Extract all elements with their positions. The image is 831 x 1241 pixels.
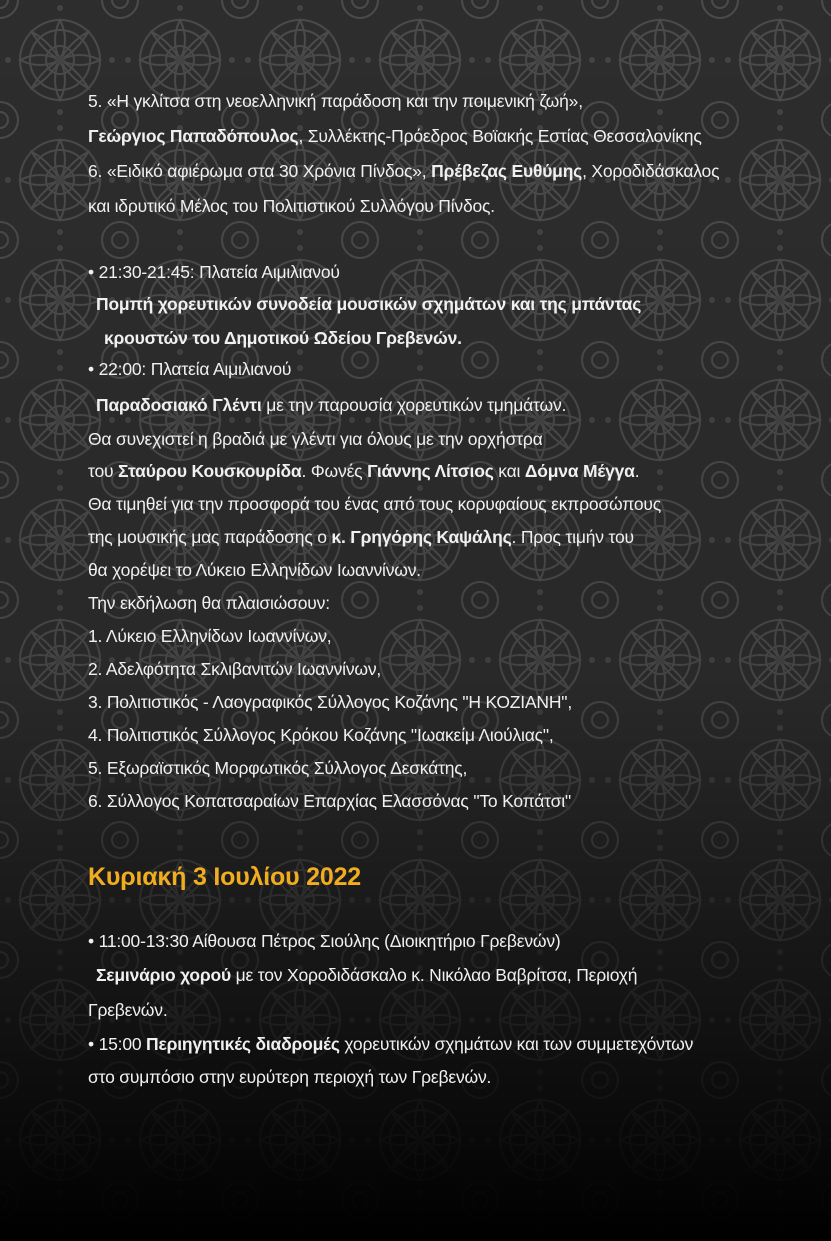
- speaker-role: , Συλλέκτης-Πρόεδρος Βοϊακής Εστίας Θεσσαλονίκης: [298, 126, 702, 146]
- event-1-title-line-2: [104, 327, 462, 349]
- tour-title: Περιηγητικές διαδρομές: [146, 1034, 340, 1054]
- event-2-title-bold: Παραδοσιακό Γλέντι: [96, 395, 262, 415]
- event-1-bold-1: Πομπή χορευτικών συνοδεία μουσικών σχημάτων και της μπάντας: [96, 294, 642, 314]
- list-item: 1. Λύκειο Ελληνίδων Ιωαννίνων,: [88, 626, 332, 646]
- event-2-title: [96, 394, 566, 416]
- sunday-2-title: [88, 1033, 693, 1055]
- list-item: 2. Αδελφότητα Σκλιβανιτών Ιωαννίνων,: [88, 659, 382, 679]
- item-5-speaker: [88, 125, 702, 147]
- text: του: [88, 461, 119, 481]
- speaker-role: , Χοροδιδάσκαλος: [582, 161, 720, 181]
- text: .: [634, 461, 640, 481]
- sunday-2-continuation: στο συμπόσιο στην ευρύτερη περιοχή των Γρεβενών.: [88, 1067, 492, 1087]
- item-6-title: [88, 160, 719, 182]
- seminar-title: Σεμινάριο χορού: [96, 965, 231, 985]
- event-2-line-3: Θα τιμηθεί για την προσφορά του ένας από τους κορυφαίους εκπροσώπους: [88, 494, 662, 514]
- sunday-1-continuation: Γρεβενών.: [88, 1000, 168, 1020]
- speaker-name: Γεώργιος Παπαδόπουλος: [88, 126, 299, 146]
- honoree-name: κ. Γρηγόρης Καψάλης: [331, 527, 512, 547]
- seminar-rest: με τον Χοροδιδάσκαλο κ. Νικόλαο Βαβρίτσα, Περιοχή: [230, 965, 638, 985]
- event-2-line-5: θα χορέψει το Λύκειο Ελληνίδων Ιωαννίνων.: [88, 560, 421, 580]
- event-1-bold-2: κρουστών του Δημοτικού Ωδείου Γρεβενών.: [104, 328, 462, 348]
- event-1-time-place: • 21:30-21:45: Πλατεία Αιμιλιανού: [88, 262, 340, 282]
- tour-rest: χορευτικών σχημάτων και των συμμετεχόντων: [339, 1034, 694, 1054]
- sunday-2-time: • 15:00: [88, 1034, 147, 1054]
- day-heading: Κυριακή 3 Ιουλίου 2022: [88, 863, 361, 891]
- list-item: 3. Πολιτιστικός - Λαογραφικός Σύλλογος Κοζάνης "Η ΚΟΖΙΑΝΗ",: [88, 692, 572, 712]
- list-item: 5. Εξωραϊστικός Μορφωτικός Σύλλογος Δεσκάτης,: [88, 758, 468, 778]
- event-2-line-2: [88, 460, 639, 482]
- sunday-1-title: [96, 964, 637, 986]
- text: . Φωνές: [301, 461, 368, 481]
- singer-name: Γιάννης Λίτσιος: [367, 461, 494, 481]
- list-item: 6. Σύλλογος Κοπατσαραίων Επαρχίας Ελασσόνας "Το Κοπάτσι": [88, 791, 571, 811]
- singer-name: Δόμνα Μέγγα: [524, 461, 635, 481]
- list-item: 4. Πολιτιστικός Σύλλογος Κρόκου Κοζάνης "Ιωακείμ Λιούλιας",: [88, 725, 554, 745]
- event-1-title-line-1: [96, 293, 641, 315]
- event-2-line-1: Θα συνεχιστεί η βραδιά με γλέντι για όλους με την ορχήστρα: [88, 429, 543, 449]
- text: της μουσικής μας παράδοσης ο: [88, 527, 332, 547]
- item-6-text: 6. «Ειδικό αφιέρωμα στα 30 Χρόνια Πίνδος»,: [88, 161, 432, 181]
- speaker-name: Πρέβεζας Ευθύμης: [431, 161, 583, 181]
- event-2-line-4: [88, 526, 634, 548]
- item-5-title: 5. «Η γκλίτσα στη νεοελληνική παράδοση και την ποιμενική ζωή»,: [88, 91, 583, 111]
- item-6-continuation: και ιδρυτικό Μέλος του Πολιτιστικού Συλλόγου Πίνδος.: [88, 196, 495, 216]
- event-2-time-place: • 22:00: Πλατεία Αιμιλιανού: [88, 359, 292, 379]
- event-2-title-rest: με την παρουσία χορευτικών τμημάτων.: [261, 395, 567, 415]
- text: . Προς τιμήν του: [511, 527, 634, 547]
- event-2-line-6: Την εκδήλωση θα πλαισιώσουν:: [88, 593, 330, 613]
- text: και: [493, 461, 525, 481]
- sunday-1-time-place: • 11:00-13:30 Αίθουσα Πέτρος Σιούλης (Διοικητήριο Γρεβενών): [88, 931, 561, 951]
- orchestra-name: Σταύρου Κουσκουρίδα: [118, 461, 302, 481]
